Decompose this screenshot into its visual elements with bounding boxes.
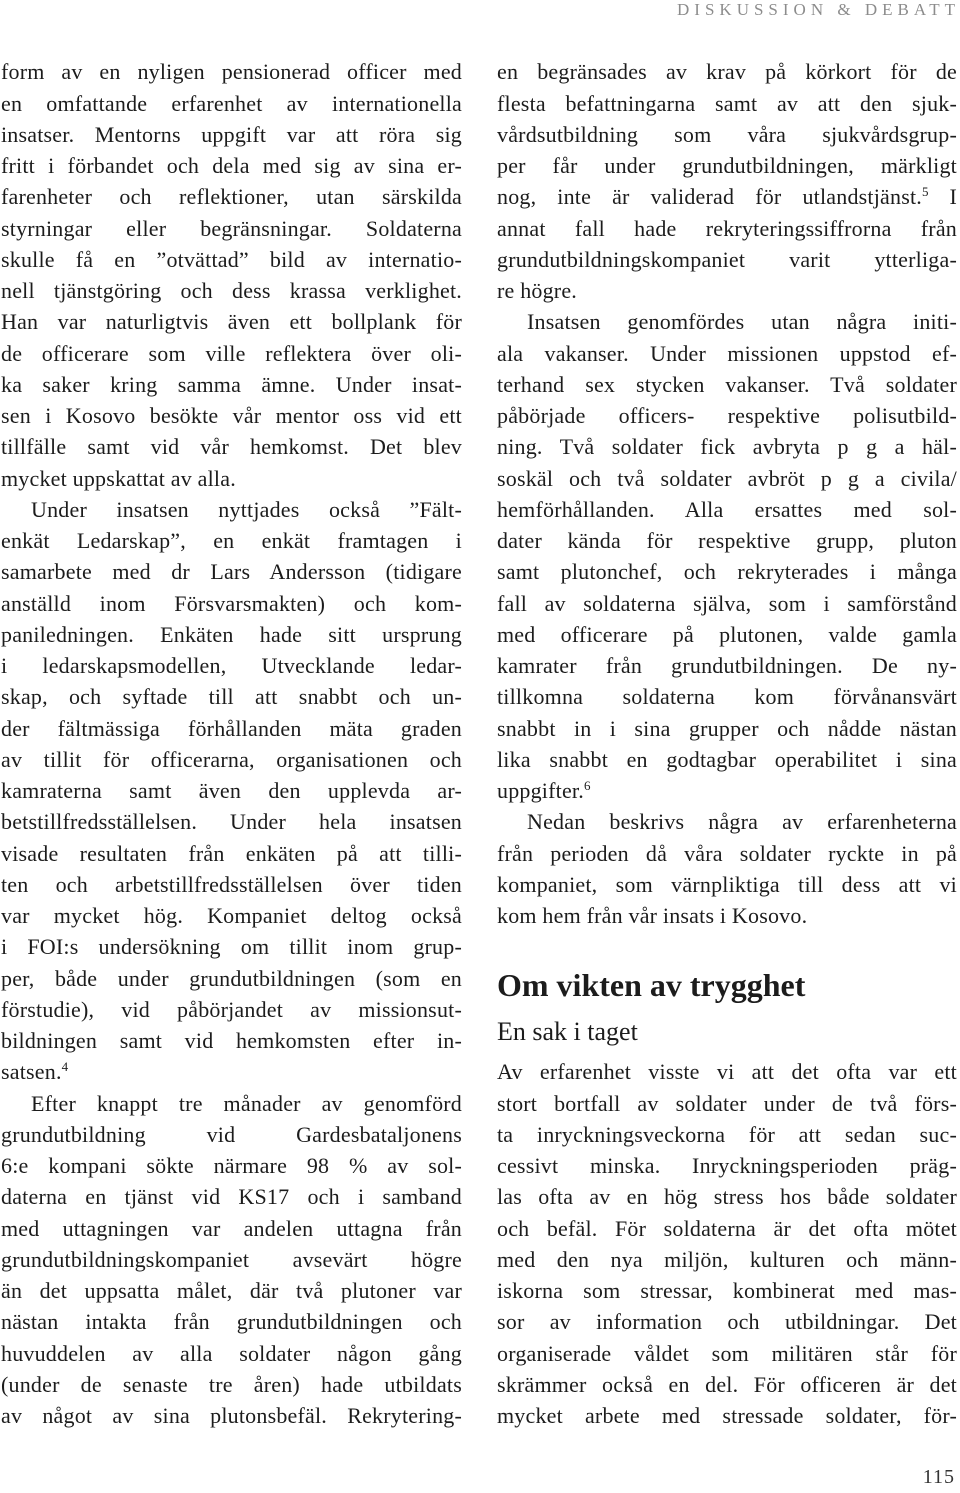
text-line: nell tjänstgöring och dess krassa verklighet. — [1, 278, 462, 304]
text-line: i FOI:s undersökning om tillit inom grup- — [1, 934, 462, 960]
text-line: påbörjade officers- respektive polisutbild- — [497, 403, 957, 429]
text-line: Av erfarenhet visste vi att det ofta var ett — [497, 1059, 957, 1085]
text-line: med den nya miljön, kulturen och männ- — [497, 1246, 957, 1272]
text-line: bildningen samt vid hemkomsten efter in- — [1, 1028, 462, 1054]
text-line: de officerare som ville reflektera över oli- — [1, 340, 462, 366]
text-line-segment: uppgifter. — [497, 778, 584, 804]
right-column-text-after-heading — [497, 1056, 957, 1431]
text-line: cessivt minska. Inryckningsperioden präg- — [497, 1153, 957, 1179]
text-line: kompaniet, som värnpliktiga till dess att vi — [497, 871, 957, 897]
text-line: daterna en tjänst vid KS17 och i samband — [1, 1184, 462, 1210]
text-line: ala vakanser. Under missionen uppstod ef- — [497, 340, 957, 366]
left-column — [1, 56, 462, 1431]
text-line: enkät Ledarskap”, en enkät framtagen i — [1, 528, 462, 554]
text-line: lika snabbt en godtagbar operabilitet i sina — [497, 746, 957, 772]
text-line: Han var naturligtvis även ett bollplank för — [1, 309, 462, 335]
text-line: kamraterna samt även den upplevda ar- — [1, 778, 462, 804]
text-line: skap, och syftade till att snabbt och un- — [1, 684, 462, 710]
text-line: skrämmer också en del. För officeren är det — [497, 1371, 957, 1397]
text-line: från perioden då våra soldater ryckte in på — [497, 840, 957, 866]
text-line: ta inryckningsveckorna för att sedan suc- — [497, 1121, 957, 1147]
text-line: i ledarskapsmodellen, Utvecklande ledar- — [1, 653, 462, 679]
text-line: 6:e kompani sökte närmare 98 % av sol- — [1, 1153, 462, 1179]
text-line: grundutbildningskompaniet varit ytterliga- — [497, 246, 957, 272]
text-line: ning. Två soldater fick avbryta p g a häl- — [497, 434, 957, 460]
text-line: skulle få en ”otvättad” bild av internatio- — [1, 246, 462, 272]
text-line: terhand sex stycken vakanser. Två soldater — [497, 371, 957, 397]
text-line: der fältmässiga förhållanden mäta graden — [1, 715, 462, 741]
text-line: och befäl. För soldaterna är det ofta mötet — [497, 1215, 957, 1241]
text-line: anställd inom Försvarsmakten) och kom- — [1, 590, 462, 616]
paragraph — [497, 806, 957, 931]
right-column-text-before-heading — [497, 56, 957, 931]
text-line — [1, 1056, 462, 1087]
text-line: kom hem från vår insats i Kosovo. — [497, 903, 808, 929]
text-line: iskorna som stressar, kombinerat med mas- — [497, 1278, 957, 1304]
text-line: än det uppsatta målet, där två plutoner var — [1, 1278, 462, 1304]
text-line — [497, 181, 957, 212]
text-line: visade resultaten från enkäten på att tilli- — [1, 840, 462, 866]
text-line: flesta befattningarna samt av att den sjuk- — [497, 90, 957, 116]
text-line: förstudie), vid påbörjandet av missionsut- — [1, 996, 462, 1022]
text-line: fall av soldaterna själva, som i samförstånd — [497, 590, 957, 616]
text-line: paniledningen. Enkäten hade sitt ursprung — [1, 621, 462, 647]
text-line: samarbete med dr Lars Andersson (tidigare — [1, 559, 462, 585]
text-line: betstillfredsställelsen. Under hela insatsen — [1, 809, 462, 835]
text-line: fritt i förbandet och dela med sig av sina er- — [1, 153, 462, 179]
paragraph — [497, 306, 957, 806]
running-head: DISKUSSION & DEBATT — [677, 0, 960, 19]
paragraph — [1, 494, 462, 1088]
text-line: snabbt in i sina grupper och nådde nästan — [497, 715, 957, 741]
text-line: organiserade våldet som militären står för — [497, 1340, 957, 1366]
text-line: las ofta av en hög stress hos både soldater — [497, 1184, 957, 1210]
text-line: huvuddelen av alla soldater någon gång — [1, 1340, 462, 1366]
text-line: var mycket hög. Kompaniet deltog också — [1, 903, 462, 929]
text-line: styrningar eller begränsningar. Soldaterna — [1, 215, 462, 241]
text-line: tillkomna soldaterna kom förvånansvärt — [497, 684, 957, 710]
text-line: en omfattande erfarenhet av internationella — [1, 90, 462, 116]
text-line: re högre. — [497, 278, 577, 304]
text-line: farenheter och reflektioner, utan särskilda — [1, 184, 462, 210]
text-line: Efter knappt tre månader av genomförd — [31, 1090, 462, 1116]
page-number: 115 — [922, 1466, 955, 1488]
text-line: form av en nyligen pensionerad officer med — [1, 59, 462, 85]
footnote-reference: 4 — [61, 1059, 69, 1075]
text-line: av tillit för officerarna, organisationen och — [1, 746, 462, 772]
footnote-reference: 5 — [921, 184, 929, 200]
text-line: tillfälle samt vid vår hemkomst. Det blev — [1, 434, 462, 460]
text-line: vårdsutbildning som våra sjukvårdsgrup- — [497, 121, 957, 147]
text-line: nästan intakta från grundutbildningen och — [1, 1309, 462, 1335]
text-line: samt plutonchef, och rekryterades i många — [497, 559, 957, 585]
text-line: annat fall hade rekryteringssiffrorna från — [497, 215, 957, 241]
left-column-text — [1, 56, 462, 1431]
text-line-segment: nog, inte är validerad för utlandstjänst. — [497, 184, 922, 210]
text-line: ka saker kring samma ämne. Under insat- — [1, 371, 462, 397]
text-line: med uttagningen var andelen uttagna från — [1, 1215, 462, 1241]
paragraph — [1, 1088, 462, 1432]
text-line: ten och arbetstillfredsställelsen över tiden — [1, 871, 462, 897]
footnote-reference: 6 — [583, 778, 591, 794]
text-line: en begränsades av krav på körkort för de — [497, 59, 957, 85]
text-line: sen i Kosovo besökte vår mentor oss vid ett — [1, 403, 462, 429]
text-line — [497, 775, 957, 806]
paragraph — [497, 56, 957, 306]
text-line: (under de senaste tre åren) hade utbildats — [1, 1371, 462, 1397]
text-line: Under insatsen nyttjades också ”Fält- — [31, 496, 462, 522]
right-column — [497, 56, 957, 1431]
paragraph — [497, 1056, 957, 1431]
text-line: insatser. Mentorns uppgift var att röra sig — [1, 121, 462, 147]
text-line: mycket uppskattat av alla. — [1, 465, 236, 491]
section-heading: Om vikten av trygghet — [497, 966, 806, 1003]
text-line: grundutbildning vid Gardesbataljonens — [1, 1121, 462, 1147]
text-line: stort bortfall av soldater under de två förs- — [497, 1090, 957, 1116]
text-line: hemförhållanden. Alla ersattes med sol- — [497, 496, 957, 522]
paragraph — [1, 56, 462, 494]
text-line: Insatsen genomfördes utan några initi- — [527, 309, 957, 335]
text-line: per får under grundutbildningen, märkligt — [497, 153, 957, 179]
text-line: kamrater från grundutbildningen. De ny- — [497, 653, 957, 679]
text-line: sor av information och utbildningar. Det — [497, 1309, 957, 1335]
text-line: Nedan beskrivs några av erfarenheterna — [527, 809, 957, 835]
text-line: med officerare på plutonen, valde gamla — [497, 621, 957, 647]
text-line-segment: I — [928, 184, 957, 210]
text-line: av något av sina plutonsbefäl. Rekrytering- — [1, 1403, 462, 1429]
text-line-segment: satsen. — [1, 1059, 62, 1085]
text-line: per, både under grundutbildningen (som en — [1, 965, 462, 991]
text-line: mycket arbete med stressade soldater, för- — [497, 1403, 957, 1429]
text-line: dater kända för respektive grupp, pluton — [497, 528, 957, 554]
text-line: soskäl och två soldater avbröt p g a civila/ — [497, 465, 957, 491]
text-line: grundutbildningskompaniet avsevärt högre — [1, 1246, 462, 1272]
subheading: En sak i taget — [497, 1016, 638, 1046]
